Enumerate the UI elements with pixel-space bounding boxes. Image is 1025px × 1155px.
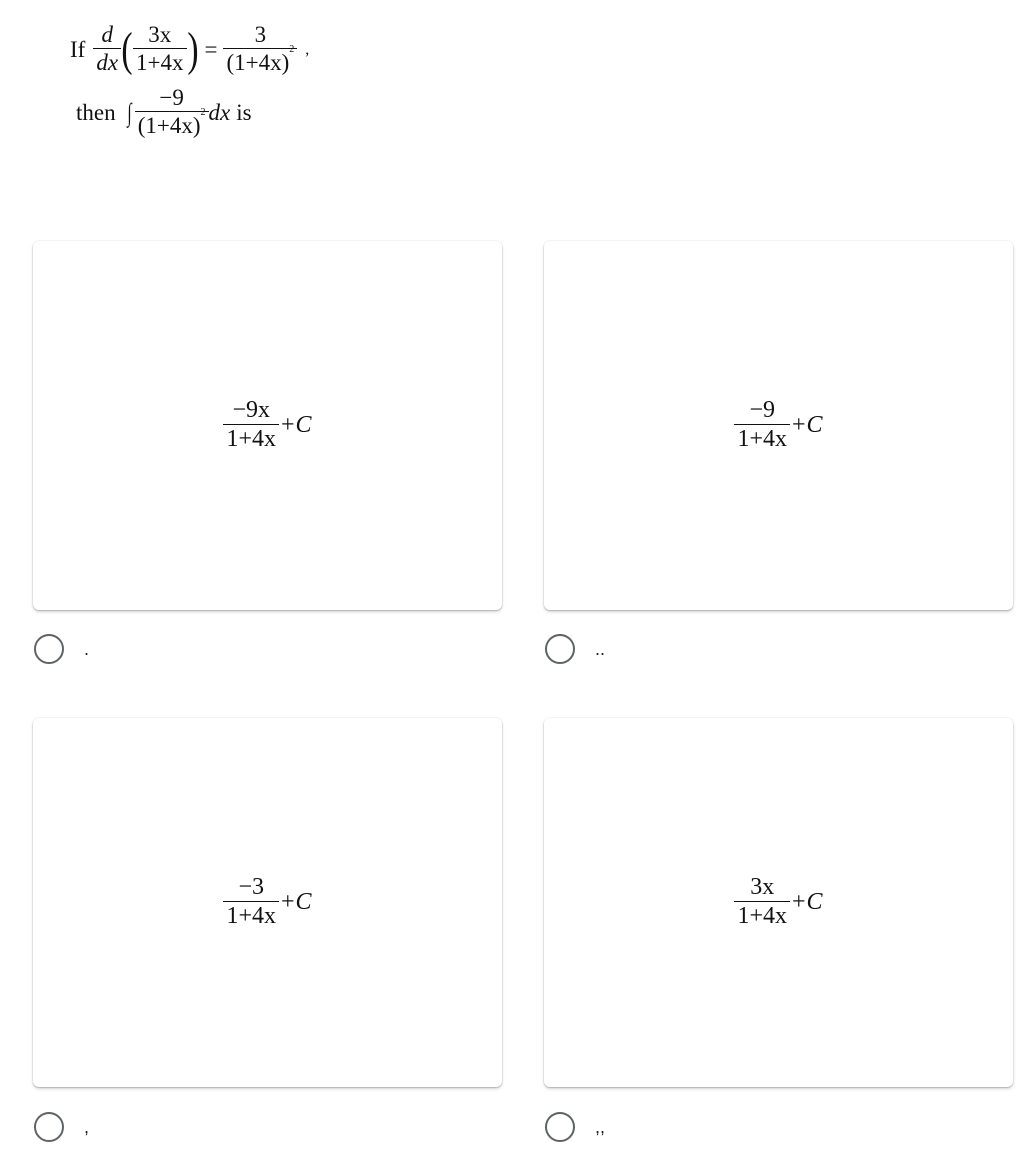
option-3-expression: $\frac{-3}{1+4x}$ +C <box>223 874 311 931</box>
dx-differential: dx <box>208 99 231 125</box>
question-line-2 <box>76 85 309 140</box>
option-1-expression: $\frac{-9x}{1+4x}$ +C <box>223 397 311 454</box>
integrand-fraction: $\frac{-9}{(1+4x)^2}$ <box>135 85 209 140</box>
option-4-expression: $\frac{3x}{1+4x}$ +C <box>734 874 822 931</box>
equals-sign: = <box>204 36 218 62</box>
option-3-choice[interactable] <box>34 1112 89 1142</box>
option-3-radio[interactable] <box>34 1112 64 1142</box>
question-stem <box>70 22 309 140</box>
option-2-label: .. <box>595 638 606 659</box>
then-word: then <box>76 99 116 125</box>
derivative-operator: $\frac{d}{dx}$ <box>93 22 121 77</box>
rhs-fraction: $\frac{3}{(1+4x)^2}$ <box>223 22 297 77</box>
option-2-choice[interactable] <box>545 634 605 664</box>
option-card-3[interactable] <box>33 718 502 1087</box>
option-1-radio[interactable] <box>34 634 64 664</box>
option-card-2[interactable] <box>544 241 1013 610</box>
integral-sign: ∫ <box>127 97 132 127</box>
option-3-label: , <box>84 1116 90 1137</box>
option-4-choice[interactable] <box>545 1112 605 1142</box>
option-1-choice[interactable] <box>34 634 89 664</box>
if-word: If <box>70 36 86 62</box>
option-card-4[interactable] <box>544 718 1013 1087</box>
option-2-radio[interactable] <box>545 634 575 664</box>
option-4-radio[interactable] <box>545 1112 575 1142</box>
option-2-expression: $\frac{-9}{1+4x}$ +C <box>734 397 822 454</box>
is-word: is <box>236 99 252 125</box>
question-line-1: If $\frac{d}{dx}$ ( $\frac{3x}{1+4x}$ ) = $\frac{3}{(1+4x)^2}$ , <box>70 22 310 76</box>
option-card-1[interactable] <box>33 241 502 610</box>
inner-fraction: $\frac{3x}{1+4x}$ <box>133 22 186 77</box>
trailing-comma: , <box>305 40 310 58</box>
option-4-label: ,, <box>595 1116 606 1137</box>
option-1-label: . <box>84 638 90 659</box>
